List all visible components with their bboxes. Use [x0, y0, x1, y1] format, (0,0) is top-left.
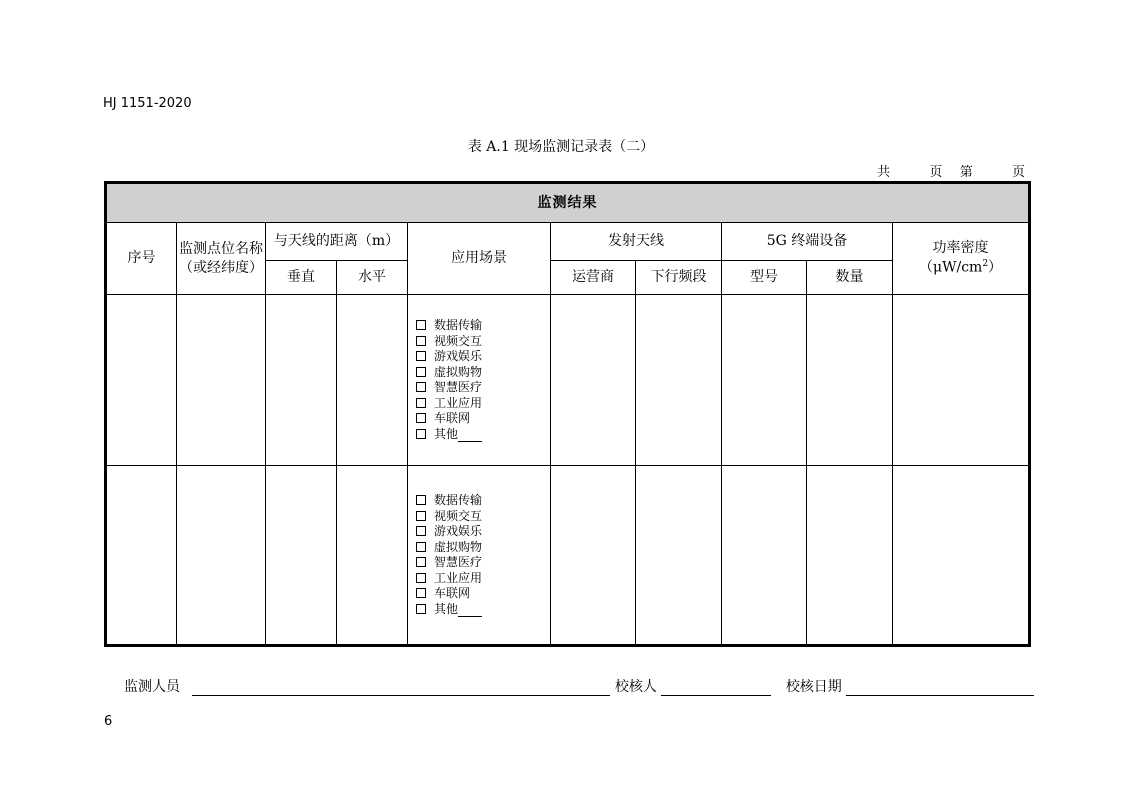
scene-option[interactable]	[416, 509, 550, 525]
col-power-line1: 功率密度	[932, 240, 989, 257]
page-ye-current: 页	[1011, 165, 1026, 180]
scene-option[interactable]	[416, 380, 550, 396]
table-row	[106, 466, 1030, 646]
scene-option-label: 虚拟购物	[434, 539, 483, 554]
checkbox-icon[interactable]	[416, 429, 426, 439]
page-ye-total: 页	[929, 165, 944, 180]
col-horizontal: 水平	[337, 261, 408, 295]
page-di: 第	[959, 165, 974, 180]
checkbox-icon[interactable]	[416, 573, 426, 583]
scene-option-label: 视频交互	[434, 333, 483, 348]
check-signature-line[interactable]	[661, 681, 771, 696]
scene-options	[408, 295, 551, 466]
page-number: 6	[104, 714, 113, 729]
page-count	[877, 161, 1026, 180]
col-qty: 数量	[807, 261, 893, 295]
monitoring-record-table	[104, 181, 1031, 647]
col-power	[893, 223, 1030, 295]
table-heading: 监测结果	[106, 183, 1030, 223]
scene-option-label: 智慧医疗	[434, 555, 483, 569]
option-list-2	[408, 493, 550, 617]
scene-option[interactable]	[416, 334, 550, 350]
scene-option-label: 数据传输	[434, 318, 483, 332]
col-5g-device: 5G 终端设备	[722, 223, 893, 261]
col-seq: 序号	[106, 223, 177, 295]
scene-options	[408, 466, 551, 646]
col-point	[177, 223, 266, 295]
scene-option[interactable]	[416, 540, 550, 556]
col-point-line2: （或经纬度）	[179, 259, 263, 276]
checkbox-icon[interactable]	[416, 604, 426, 614]
table-title: 表 A.1 现场监测记录表（二）	[467, 139, 655, 155]
other-blank-line[interactable]	[458, 604, 482, 617]
scene-option[interactable]	[416, 602, 550, 618]
col-scene: 应用场景	[408, 223, 551, 295]
checkbox-icon[interactable]	[416, 557, 426, 567]
scene-option-label: 其他	[434, 601, 459, 616]
scene-option-label: 虚拟购物	[434, 364, 483, 379]
option-list-1	[408, 318, 550, 442]
standard-code: HJ 1151-2020	[103, 96, 192, 111]
col-power-unit: $(\mu W/cm^2)$	[918, 259, 1003, 276]
scene-option[interactable]	[416, 396, 550, 412]
scene-option[interactable]	[416, 493, 550, 509]
page-gong: 共	[877, 165, 892, 180]
signature-footer	[124, 676, 1034, 696]
col-distance: 与天线的距离（m）	[266, 223, 408, 261]
scene-option-label: 工业应用	[434, 395, 483, 410]
table-row	[106, 295, 1030, 466]
date-line[interactable]	[846, 681, 1034, 696]
col-model: 型号	[722, 261, 807, 295]
check-label: 校核人	[614, 679, 657, 695]
checkbox-icon[interactable]	[416, 336, 426, 346]
scene-option-label: 游戏娱乐	[434, 524, 483, 538]
scene-option-label: 视频交互	[434, 508, 483, 523]
monitor-label: 监测人员	[124, 679, 180, 695]
scene-option[interactable]	[416, 571, 550, 587]
checkbox-icon[interactable]	[416, 413, 426, 423]
checkbox-icon[interactable]	[416, 382, 426, 392]
checkbox-icon[interactable]	[416, 320, 426, 330]
col-point-line1: 监测点位名称	[179, 240, 263, 257]
checkbox-icon[interactable]	[416, 351, 426, 361]
checkbox-icon[interactable]	[416, 542, 426, 552]
col-antenna: 发射天线	[551, 223, 722, 261]
scene-option[interactable]	[416, 365, 550, 381]
scene-option[interactable]	[416, 586, 550, 602]
date-label: 校核日期	[785, 679, 842, 695]
scene-option[interactable]	[416, 318, 550, 334]
col-band: 下行频段	[636, 261, 722, 295]
scene-option-label: 游戏娱乐	[434, 349, 483, 363]
scene-option[interactable]	[416, 349, 550, 365]
checkbox-icon[interactable]	[416, 495, 426, 505]
scene-option-label: 车联网	[434, 586, 471, 600]
scene-option[interactable]	[416, 427, 550, 443]
checkbox-icon[interactable]	[416, 588, 426, 598]
col-vertical: 垂直	[266, 261, 337, 295]
scene-option-label: 智慧医疗	[434, 380, 483, 394]
checkbox-icon[interactable]	[416, 398, 426, 408]
scene-option-label: 数据传输	[434, 493, 483, 507]
other-blank-line[interactable]	[458, 429, 482, 442]
checkbox-icon[interactable]	[416, 367, 426, 377]
checkbox-icon[interactable]	[416, 511, 426, 521]
scene-option-label: 工业应用	[434, 570, 483, 585]
scene-option[interactable]	[416, 411, 550, 427]
checkbox-icon[interactable]	[416, 526, 426, 536]
scene-option[interactable]	[416, 524, 550, 540]
scene-option-label: 车联网	[434, 411, 471, 425]
col-operator: 运营商	[551, 261, 636, 295]
monitor-signature-line[interactable]	[192, 681, 610, 696]
scene-option[interactable]	[416, 555, 550, 571]
scene-option-label: 其他	[434, 426, 459, 441]
